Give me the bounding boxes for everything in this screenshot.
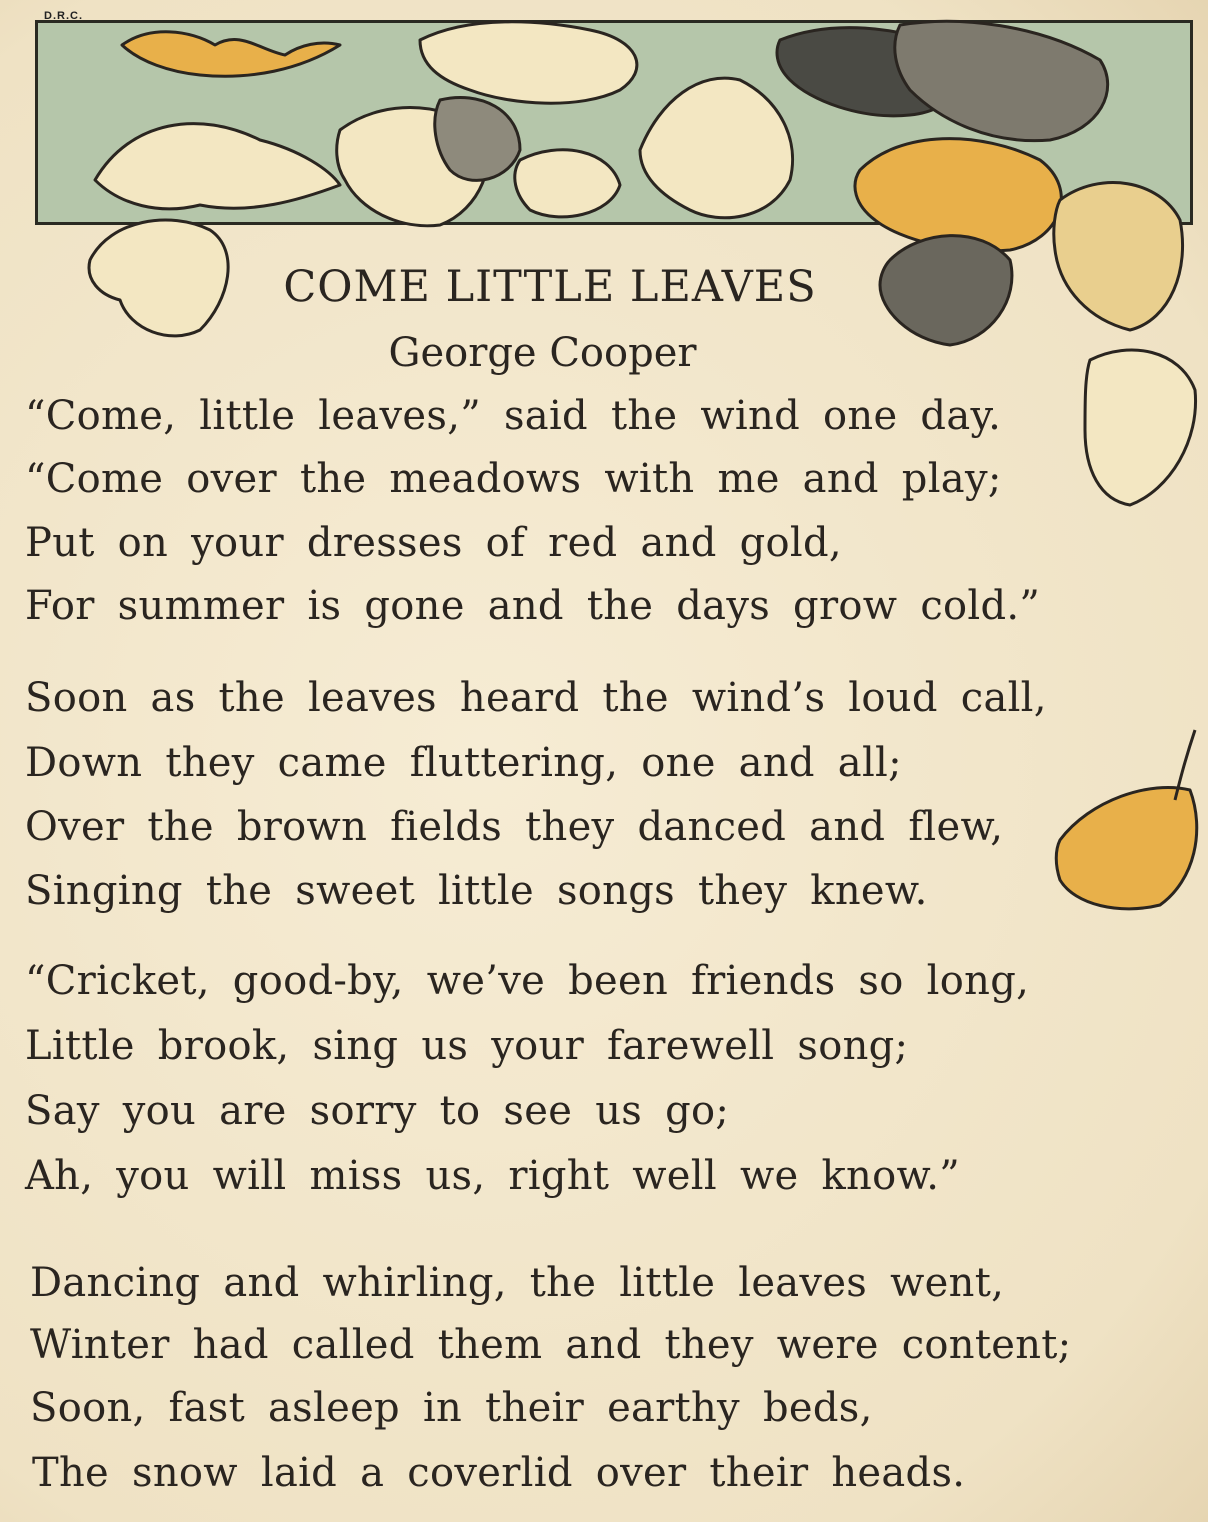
poem-line: Put on your dresses of red and gold, [25, 520, 842, 566]
poem-line: Over the brown fields they danced and flew, [25, 804, 1004, 850]
poem-line: Down they came fluttering, one and all; [25, 740, 902, 786]
leaf-cream-curl [515, 150, 620, 217]
poem-line: Soon as the leaves heard the wind’s loud call, [25, 675, 1047, 721]
poem-line: Little brook, sing us your farewell song; [25, 1023, 909, 1069]
poem-line: “Cricket, good-by, we’ve been friends so long, [25, 958, 1030, 1004]
poem-title: COME LITTLE LEAVES [283, 262, 817, 312]
poem-line: Singing the sweet little songs they knew. [25, 868, 928, 914]
poem-line: For summer is gone and the days grow cold.” [25, 583, 1041, 629]
leaf-cream-top [420, 22, 637, 103]
leaf-maple-cream [640, 78, 793, 218]
illustrator-signature: D.R.C. [44, 10, 83, 22]
poem-line: Say you are sorry to see us go; [25, 1088, 730, 1134]
leaf-grey-center [435, 97, 520, 180]
leaf-gold-large [855, 139, 1061, 251]
poem-line: “Come, little leaves,” said the wind one day. [25, 393, 1002, 439]
leaf-cream-corner [1085, 350, 1196, 505]
leaf-grey-right [895, 21, 1108, 140]
poem-line: Dancing and whirling, the little leaves went, [30, 1260, 1005, 1306]
poem-line: “Come over the meadows with me and play; [25, 456, 1002, 502]
leaf-cream-left [95, 124, 340, 209]
poem-line: The snow laid a coverlid over their heads. [32, 1450, 966, 1496]
poem-line: Winter had called them and they were content; [30, 1322, 1072, 1368]
leaf-gold-top [122, 32, 340, 76]
poem-line: Ah, you will miss us, right well we know.” [25, 1153, 961, 1199]
leaf-gold-margin [1056, 787, 1197, 908]
poem-line: Soon, fast asleep in their earthy beds, [30, 1385, 873, 1431]
poem-author: George Cooper [388, 330, 697, 376]
